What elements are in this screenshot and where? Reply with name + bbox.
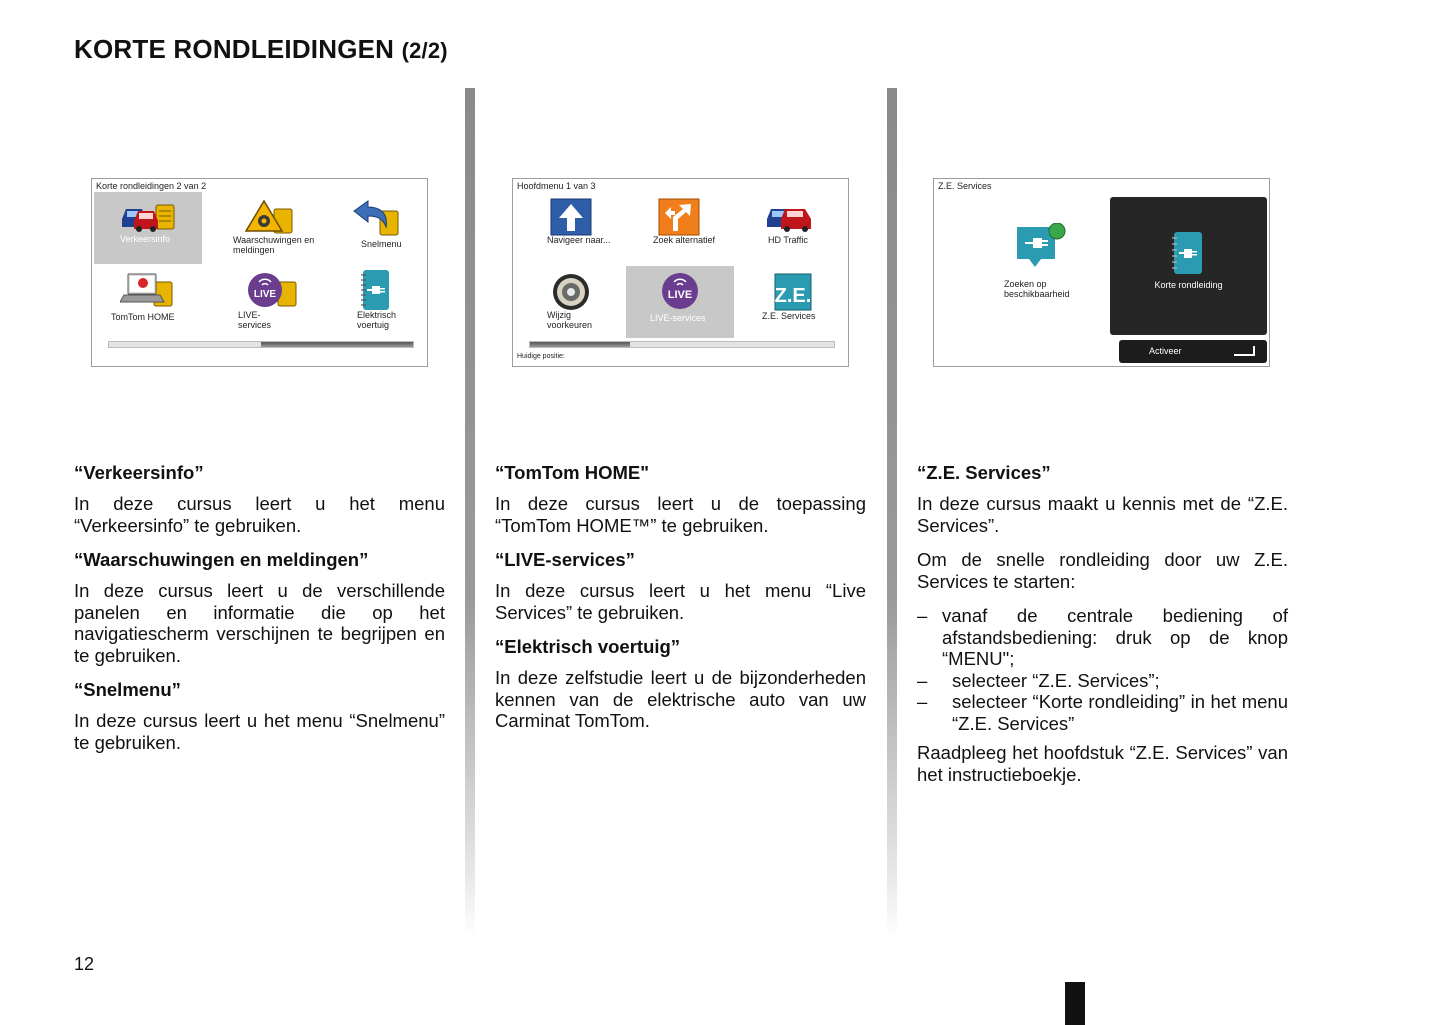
tile-navigate[interactable]: [517, 192, 625, 264]
ev-notebook-icon: [1168, 230, 1206, 276]
tile-search-availability[interactable]: [984, 223, 1094, 303]
activate-label: Activeer: [1149, 346, 1182, 356]
screenshot-main-menu: [512, 178, 849, 367]
quick-tour-label: Korte rondleiding: [1154, 280, 1223, 290]
section-text: In deze cursus leert u het menu “Verkeersinfo” te gebruiken.: [74, 493, 445, 536]
enter-icon: [1233, 345, 1257, 357]
tile-label: Snelmenu: [361, 239, 402, 249]
list-item: – vanaf de centrale bediening of afstandsbediening: druk op de knop “MENU";: [917, 605, 1288, 669]
tile-quick-menu[interactable]: [322, 192, 430, 264]
tile-warnings[interactable]: [218, 192, 326, 264]
back-arrow-icon: [348, 197, 404, 237]
section-text: In deze zelfstudie leert u de bijzonderheden kennen van de elektrische auto van uw Carminat TomTom.: [495, 667, 866, 731]
list-item: – selecteer “Korte rondleiding” in het menu “Z.E. Services”: [917, 691, 1288, 734]
tile-label: TomTom HOME: [111, 312, 175, 322]
tile-live-services[interactable]: [218, 265, 326, 337]
tile-label: LIVE-services: [238, 310, 272, 330]
svg-text:LIVE: LIVE: [667, 289, 693, 301]
live-icon: [244, 270, 300, 310]
laptop-icon: [120, 270, 176, 310]
warning-sign-icon: [244, 197, 300, 237]
column-1: [74, 462, 445, 766]
tile-live-services[interactable]: [626, 266, 734, 338]
settings-wheel-icon: [543, 272, 599, 312]
carousel-progress-fill: [530, 342, 630, 347]
ze-logo-icon: [765, 272, 821, 312]
screen-header: Z.E. Services: [938, 181, 992, 191]
tile-label: Elektrisch voertuig: [357, 310, 397, 330]
navigate-arrow-icon: [543, 197, 599, 237]
section-heading: “Snelmenu”: [74, 679, 181, 700]
live-icon: [652, 271, 708, 311]
current-position-label: Huidige positie:: [517, 353, 565, 360]
section-heading: “LIVE-services”: [495, 549, 635, 570]
carousel-progress-fill: [261, 342, 413, 347]
page-title-text: KORTE RONDLEIDINGEN: [74, 34, 395, 64]
section-heading: “TomTom HOME": [495, 462, 650, 483]
tile-electric-vehicle[interactable]: [322, 265, 430, 337]
screenshot-quick-tours: [91, 178, 428, 367]
svg-text:Z.E.: Z.E.: [774, 285, 812, 307]
column-divider-1: [465, 88, 475, 938]
tile-label: Verkeersinfo: [120, 234, 171, 244]
column-divider-2: [887, 88, 897, 938]
section-text: In deze cursus leert u het menu “Snelmenu” te gebruiken.: [74, 710, 445, 753]
ev-notebook-icon: [348, 270, 404, 310]
section-text: In deze cursus leert u het menu “Live Services” te gebruiken.: [495, 580, 866, 623]
tile-label: Navigeer naar...: [547, 235, 611, 245]
tile-find-alternative[interactable]: [625, 192, 733, 264]
section-heading: “Z.E. Services”: [917, 462, 1051, 483]
page-title: [74, 34, 448, 65]
column-3: [917, 462, 1288, 798]
tile-label: Zoek alternatief: [653, 235, 716, 245]
tile-label: Z.E. Services: [762, 311, 816, 321]
screenshot-ze-services: [933, 178, 1270, 367]
page-title-part: (2/2): [401, 38, 448, 63]
tile-label: Wijzig voorkeuren: [547, 310, 593, 330]
svg-text:LIVE: LIVE: [253, 289, 277, 300]
tile-label: LIVE-services: [650, 313, 706, 323]
steps-list: [917, 605, 1288, 734]
tile-traffic-info[interactable]: [94, 192, 202, 264]
traffic-cars-icon: [120, 197, 176, 237]
alternative-route-icon: [651, 197, 707, 237]
list-item: – selecteer “Z.E. Services”;: [917, 669, 1160, 691]
quick-tour-panel[interactable]: [1110, 197, 1267, 335]
column-2: [495, 462, 866, 745]
screen-header: Korte rondleidingen 2 van 2: [96, 181, 207, 191]
tile-ze-services[interactable]: [739, 267, 847, 339]
page-number: 12: [74, 954, 95, 974]
section-text: In deze cursus leert u de verschillende panelen en informatie die op het navigatiescherm verschijnen te begrijpen en te gebruiken.: [74, 580, 445, 666]
section-heading: “Verkeersinfo”: [74, 462, 204, 483]
section-text: Om de snelle rondleiding door uw Z.E. Services te starten:: [917, 549, 1288, 592]
section-text: Raadpleeg het hoofdstuk “Z.E. Services” van het instructieboekje.: [917, 742, 1288, 785]
screen-header: Hoofdmenu 1 van 3: [517, 181, 596, 191]
tile-label: Waarschuwingen en meldingen: [233, 235, 315, 255]
section-text: In deze cursus maakt u kennis met de “Z.E. Services”.: [917, 493, 1288, 536]
traffic-cars-icon: [765, 197, 821, 237]
charging-point-icon: [1011, 223, 1067, 271]
chapter-tab-marker: [1065, 982, 1085, 1025]
activate-button[interactable]: [1119, 340, 1267, 363]
carousel-progress: [529, 341, 835, 348]
tile-label: HD Traffic: [768, 235, 808, 245]
tile-change-preferences[interactable]: [517, 267, 625, 339]
tile-label: Zoeken op beschikbaarheid: [1004, 279, 1070, 299]
section-text: In deze cursus leert u de toepassing “TomTom HOME™” te gebruiken.: [495, 493, 866, 536]
section-heading: “Waarschuwingen en meldingen”: [74, 549, 369, 570]
tile-hd-traffic[interactable]: [739, 192, 847, 264]
tile-tomtom-home[interactable]: [94, 265, 202, 337]
carousel-progress: [108, 341, 414, 348]
section-heading: “Elektrisch voertuig”: [495, 636, 681, 657]
